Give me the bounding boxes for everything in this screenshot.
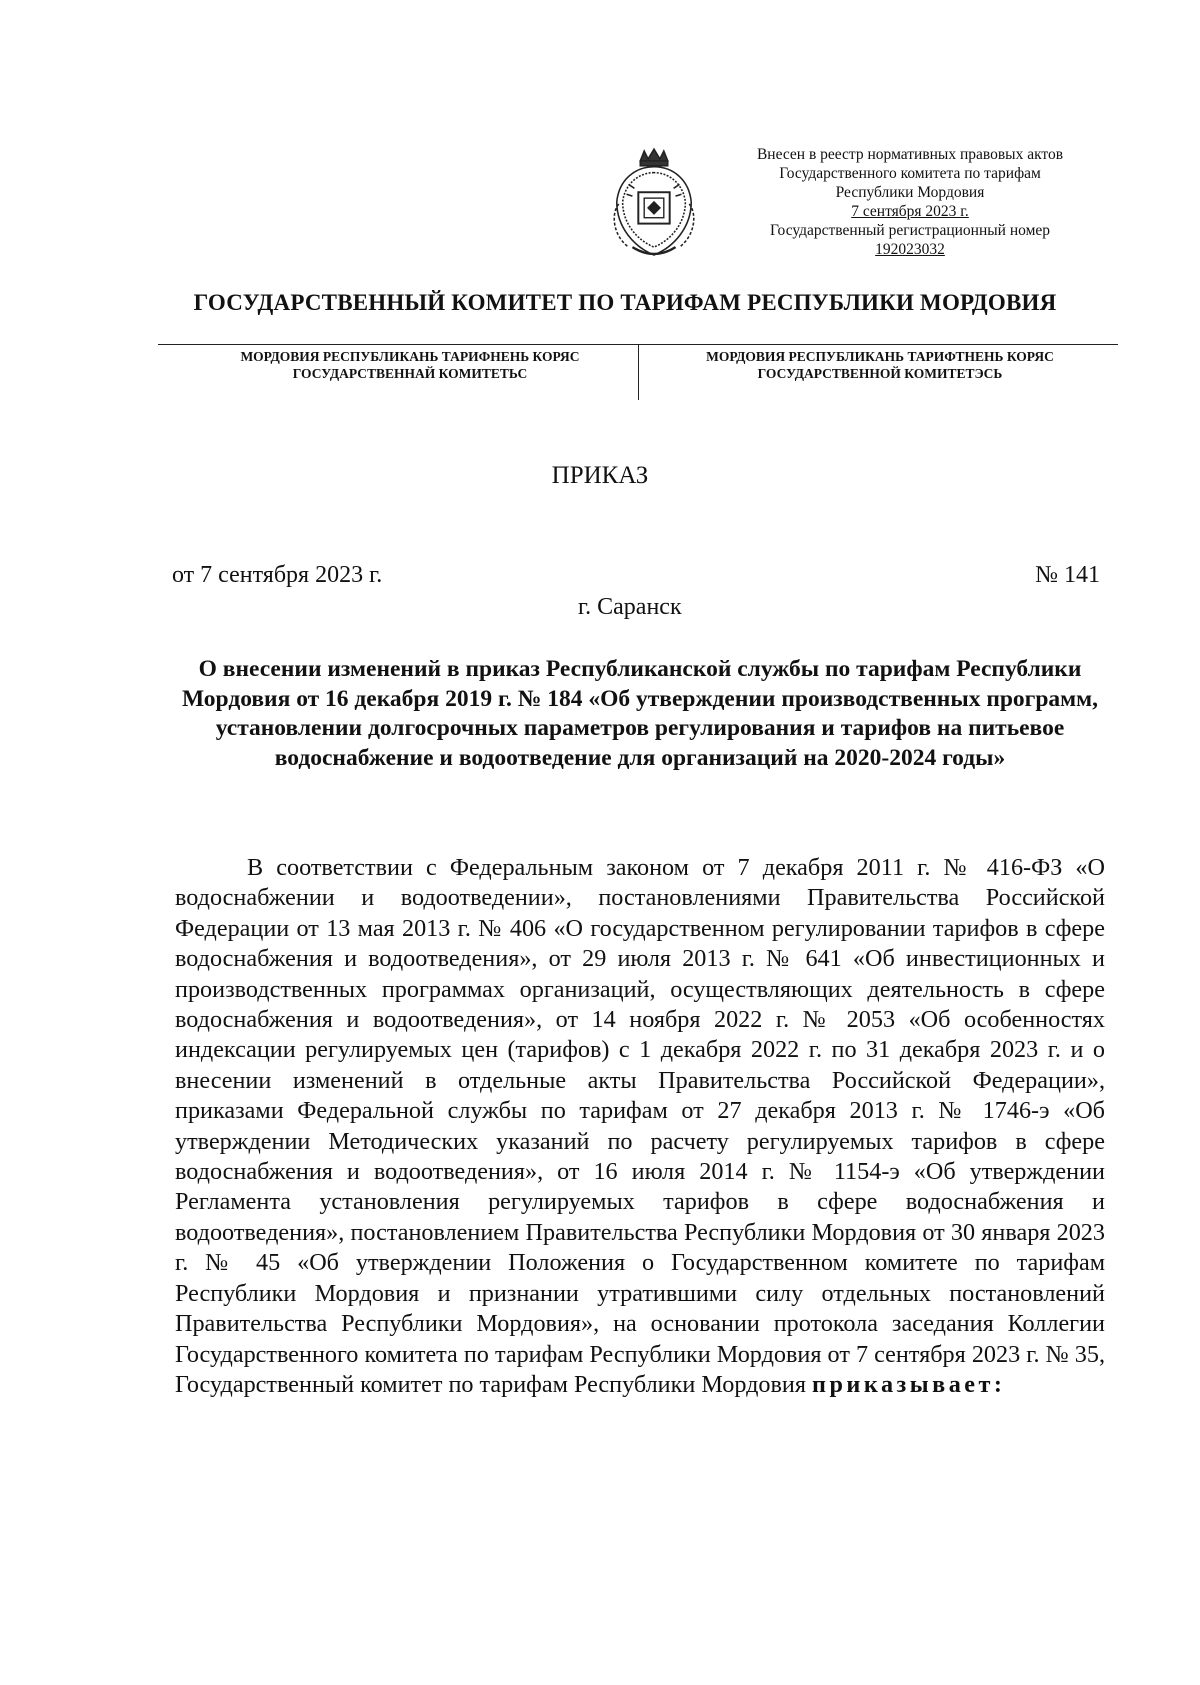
order-date: от 7 сентября 2023 г. xyxy=(172,562,383,588)
committee-name-erzya: МОРДОВИЯ РЕСПУБЛИКАНЬ ТАРИФТНЕНЬ КОРЯС ГОСУДАРСТВЕННОЙ КОМИТЕТЭСЬ xyxy=(706,349,1054,381)
coat-of-arms-emblem xyxy=(605,145,703,263)
registry-line-3: Республики Мордовия xyxy=(835,184,985,201)
order-body xyxy=(175,853,1105,1400)
registry-line-1: Внесен в реестр нормативных правовых актов xyxy=(756,146,1064,163)
registry-number: 192023032 xyxy=(875,241,945,258)
order-subject: О внесении изменений в приказ Республиканской службы по тарифам Республики Мордовия от 16 декабря 2019 г. № 184 «Об утверждении производственных программ, установлении долгосрочных параметров регулирования и тарифов на питьевое водоснабжение и водоотведение для организаций на 2020-2024 годы» xyxy=(181,656,1099,771)
committee-name: ГОСУДАРСТВЕННЫЙ КОМИТЕТ ПО ТАРИФАМ РЕСПУБЛИКИ МОРДОВИЯ xyxy=(193,290,1057,315)
decree-word: приказывает: xyxy=(812,1370,1006,1398)
order-body-text: В соответствии с Федеральным законом от 7 декабря 2011 г. № 416-ФЗ «О водоснабжении и водоотведении», постановлениями Правительства Российской Федерации от 13 мая 2013 г. № 406 «О государственном регулировании тарифов в сфере водоснабжения и водоотведения», от 29 июля 2013 г. № 641 «Об инвестиционных и производственных программах организаций, осуществляющих деятельность в сфере водоснабжения и водоотведения», от 14 ноября 2022 г. № 2053 «Об особенностях индексации регулируемых цен (тарифов) с 1 декабря 2022 г. по 31 декабря 2023 г. и о внесении изменений в отдельные акты Правительства Российской Федерации», приказами Федеральной службы по тарифам от 27 декабря 2013 г. № 1746-э «Об утверждении Методических указаний по расчету регулируемых тарифов в сфере водоснабжения и водоотведения», от 16 июля 2014 г. № 1154-э «Об утверждении Регламента установления регулируемых тарифов в сфере водоснабжения и водоотведения», постановлением Правительства Республики Мордовия от 30 января 2023 г. № 45 «Об утверждении Положения о Государственном комитете по тарифам Республики Мордовия и признании утратившими силу отдельных постановлений Правительства Республики Мордовия», на основании протокола заседания Коллегии Государственного комитета по тарифам Республики Мордовия от 7 сентября 2023 г. № 35, Государственный комитет по тарифам Республики Мордовия xyxy=(175,854,1105,1398)
header-column-divider xyxy=(638,344,639,400)
registry-stamp xyxy=(720,145,1100,259)
registry-line-2: Государственного комитета по тарифам xyxy=(779,165,1041,182)
committee-name-moksha: МОРДОВИЯ РЕСПУБЛИКАНЬ ТАРИФНЕНЬ КОРЯС ГОСУДАРСТВЕННАЙ КОМИТЕТЬС xyxy=(240,349,580,381)
order-title: ПРИКАЗ xyxy=(551,462,649,489)
order-number: № 141 xyxy=(1035,562,1100,588)
registry-date: 7 сентября 2023 г. xyxy=(851,203,969,220)
order-city: г. Саранск xyxy=(578,594,682,620)
registry-line-5: Государственный регистрационный номер xyxy=(769,222,1051,239)
